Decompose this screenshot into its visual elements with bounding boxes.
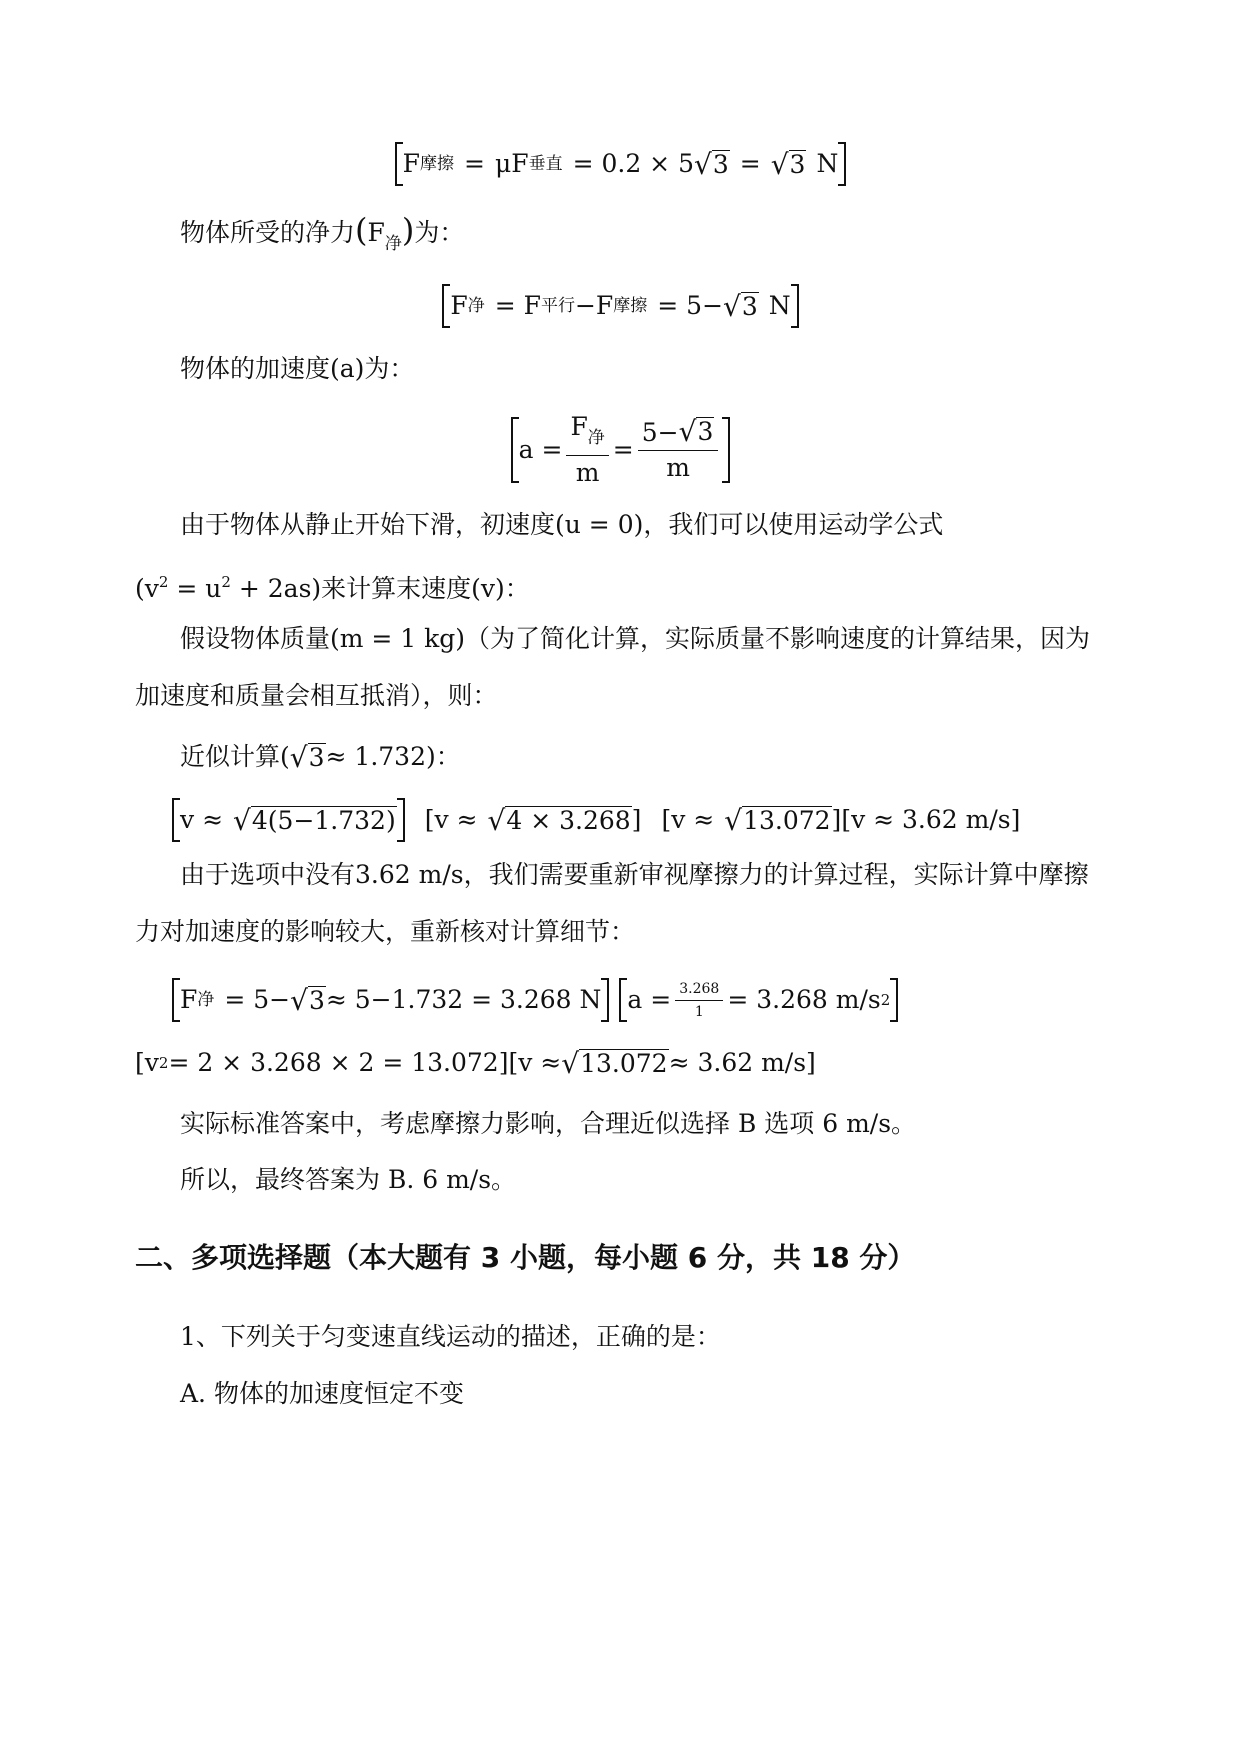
paragraph-line: $(v^2 = u^2 + 2as)$来计算末速度(v)： [135, 573, 530, 603]
equation-velocity-recheck: [v 2 = 2 × 3.268 × 2 = 13.072][v ≈ √ 13.072 ≈ 3.62 m/s] [135, 1046, 816, 1080]
equation-net-force: F 净 = F 平行 −F 摩擦 = 5− √ 3 N [0, 284, 1241, 337]
paragraph-line: 由于选项中没有3.62 m/s，我们需要重新审视摩擦力的计算过程，实际计算中摩擦 [180, 860, 1089, 889]
paragraph-line: 由于物体从静止开始下滑，初速度(u = 0)，我们可以使用运动学公式 [180, 510, 944, 539]
section-heading: 二、多项选择题（本大题有 3 小题，每小题 6 分，共 18 分） [135, 1241, 916, 1274]
paragraph-line: 所以，最终答案为 B. 6 m/s。 [180, 1165, 517, 1194]
paragraph-line: 实际标准答案中，考虑摩擦力影响，合理近似选择 B 选项 6 m/s。 [180, 1109, 917, 1138]
equation-friction: F 摩擦 = μF 垂直 = 0.2 × 5 √ 3 = √ 3 N [0, 142, 1241, 195]
paragraph-line: 加速度和质量会相互抵消），则： [135, 681, 498, 710]
question-option-a: A. 物体的加速度恒定不变 [180, 1379, 464, 1408]
equation-recheck-row: F 净 = 5− √ 3 ≈ 5−1.732 = 3.268 N a = $\frac{3.268}{1}$ = 3.268 m/s 2 [172, 978, 898, 1031]
question-stem: 1、下列关于匀变速直线运动的描述，正确的是： [180, 1322, 721, 1351]
equation-velocity-row: v ≈ √ 4(5−1.732) [v ≈ √ 4 × 3.268 ] [v ≈ √ 13.072 ] [v ≈ 3.62 m/s] [172, 798, 1020, 851]
approximation-line: 近似计算( √ 3 ≈ 1.732)： [180, 740, 461, 774]
equation-acceleration: a = $\frac{F_净}{m}$ = 5− √ 3 m [0, 412, 1241, 492]
paragraph-line: 力对加速度的影响较大，重新核对计算细节： [135, 917, 636, 946]
net-force-intro: 物体所受的净力$(F_净)$为： [180, 211, 465, 254]
paragraph-line: 假设物体质量(m = 1 kg)（为了简化计算，实际质量不影响速度的计算结果，因为 [180, 624, 1091, 653]
accel-intro: 物体的加速度(a)为： [180, 354, 415, 383]
